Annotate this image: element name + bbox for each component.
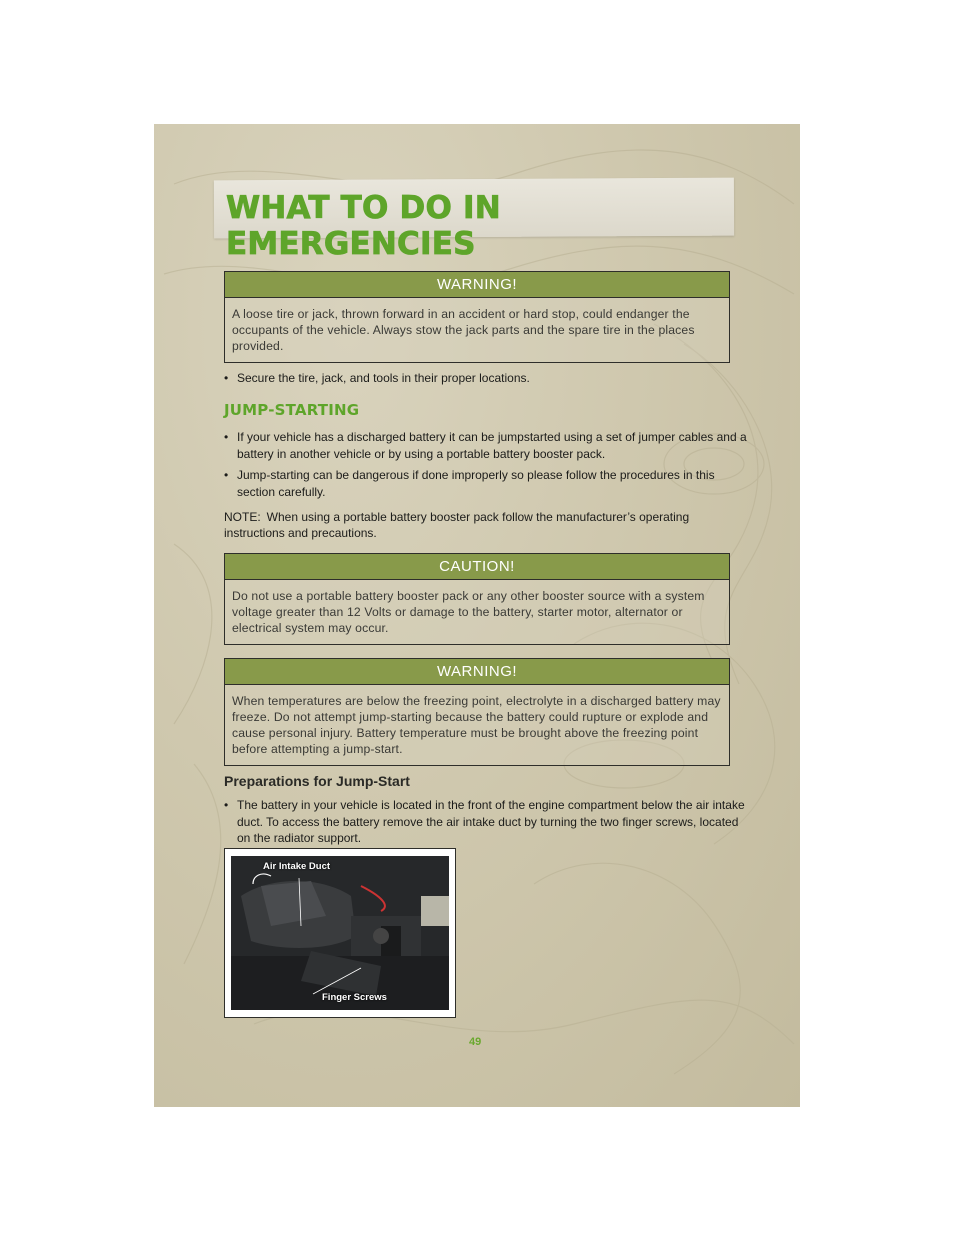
caution-body: Do not use a portable battery booster pack or any other booster source with a system voltage greater than 12 Volts or damage to the battery, starter motor, alternator or electrical system may occur. bbox=[232, 589, 705, 635]
bullet-dot: • bbox=[224, 430, 229, 444]
bullet-text: Jump-starting can be dangerous if done improperly so please follow the procedures in this section carefully. bbox=[237, 468, 715, 499]
note-booster-pack bbox=[224, 509, 724, 541]
engine-illustration bbox=[231, 856, 449, 1010]
bullet-text: Secure the tire, jack, and tools in their proper locations. bbox=[237, 371, 530, 385]
warning-header: WARNING! bbox=[225, 272, 729, 298]
subheading-preparations: Preparations for Jump-Start bbox=[224, 773, 410, 789]
bullet-dot: • bbox=[224, 371, 229, 385]
bullet-text: The battery in your vehicle is located in the front of the engine compartment below the air intake duct. To access the battery remove the air intake duct by turning the two finger screws, located on the radiator support. bbox=[237, 798, 745, 845]
caution-header: CAUTION! bbox=[225, 554, 729, 580]
finger-screws-label: Finger Screws bbox=[322, 992, 387, 1003]
page-number: 49 bbox=[469, 1036, 482, 1048]
warning-header: WARNING! bbox=[225, 659, 729, 685]
manual-page bbox=[154, 124, 800, 1107]
note-label: NOTE: bbox=[224, 510, 261, 524]
bullet-secure-tire bbox=[224, 370, 747, 387]
bullet-text: If your vehicle has a discharged battery it can be jumpstarted using a set of jumper cables and a battery in another vehicle or by using a portable battery booster pack. bbox=[237, 430, 747, 461]
bullet-battery-location bbox=[224, 797, 747, 847]
warning-body: When temperatures are below the freezing point, electrolyte in a discharged battery may freeze. Do not attempt jump-starting because the battery could rupture or explode and cause personal injury. Battery temperature must be brought above the freezing point before attempting a jump-start. bbox=[232, 694, 721, 756]
bullet-dot: • bbox=[224, 798, 229, 812]
bullet-discharged-battery bbox=[224, 429, 747, 462]
engine-photo-frame bbox=[224, 848, 456, 1018]
section-heading-jump-starting: JUMP-STARTING bbox=[224, 401, 360, 419]
note-text: When using a portable battery booster pack follow the manufacturer’s operating instructions and precautions. bbox=[224, 510, 690, 540]
bullet-jump-danger bbox=[224, 467, 747, 500]
bullet-dot: • bbox=[224, 468, 229, 482]
warning-body: A loose tire or jack, thrown forward in an accident or hard stop, could endanger the occupants of the vehicle. Always stow the jack parts and the spare tire in the places provided. bbox=[232, 307, 695, 353]
air-intake-duct-label: Air Intake Duct bbox=[263, 861, 331, 872]
page-title: WHAT TO DO IN EMERGENCIES bbox=[226, 190, 501, 262]
engine-compartment-photo bbox=[231, 856, 449, 1010]
warning-box-loose-tire bbox=[224, 271, 730, 363]
caution-box bbox=[224, 553, 730, 645]
warning-box-freezing bbox=[224, 658, 730, 766]
